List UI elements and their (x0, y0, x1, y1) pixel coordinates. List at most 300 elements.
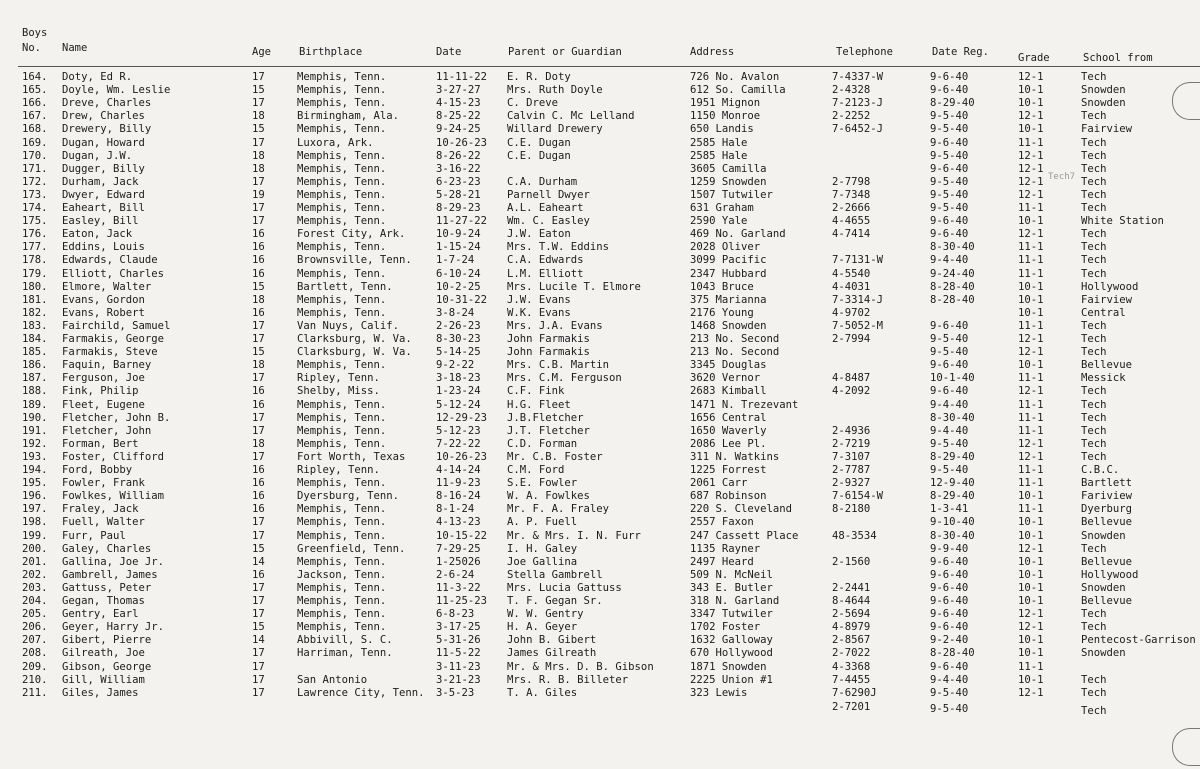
age: 17 (252, 450, 265, 463)
student-name: Elliott, Charles (62, 267, 165, 280)
school-from: Bellevue (1081, 555, 1133, 568)
address: 1650 Waverly (690, 424, 767, 437)
header-birthplace: Birthplace (299, 46, 363, 58)
table-row (0, 503, 1200, 516)
birthplace: Lawrence City, Tenn. (297, 686, 425, 699)
telephone: 2-4328 (832, 84, 871, 97)
telephone: 7-6452-J (832, 123, 884, 136)
grade: 10-1 (1018, 215, 1044, 228)
parent-guardian: I. H. Galey (507, 542, 578, 555)
row-number: 210. (22, 673, 48, 686)
parent-guardian: Mr. F. A. Fraley (507, 503, 610, 516)
birth-date: 3-18-23 (436, 372, 481, 385)
school-from: C.B.C. (1081, 464, 1120, 476)
age: 16 (252, 464, 265, 476)
birthplace: Memphis, Tenn. (297, 202, 387, 214)
parent-guardian: Mrs. Lucia Gattuss (507, 581, 622, 594)
date-registered: 9-5-40 (930, 686, 969, 699)
school-from: Tech (1081, 162, 1107, 175)
grade: 12-1 (1018, 188, 1044, 201)
date-reg-211-second: 9-5-40 (930, 703, 969, 715)
parent-guardian: J.W. Eaton (507, 228, 571, 241)
table-row (0, 412, 1200, 425)
date-registered: 9-5-40 (930, 464, 969, 476)
parent-guardian: Mrs. R. B. Billeter (507, 673, 629, 686)
student-name: Farmakis, George (62, 333, 165, 345)
table-row (0, 189, 1200, 202)
telephone: 2-4936 (832, 424, 871, 437)
row-number: 175. (22, 215, 48, 228)
date-registered: 9-6-40 (930, 136, 969, 149)
telephone: 4-7414 (832, 228, 871, 241)
school-from: Messick (1081, 372, 1126, 385)
age: 17 (252, 202, 265, 214)
birth-date: 5-12-23 (436, 424, 481, 437)
school-from: Tech (1081, 175, 1107, 188)
row-number: 185. (22, 346, 48, 359)
address: 509 N. McNeil (690, 568, 773, 581)
row-number: 181. (22, 293, 48, 306)
school-from: Fairview (1081, 293, 1133, 306)
telephone: 2-5694 (832, 608, 871, 621)
birthplace: Greenfield, Tenn. (297, 542, 406, 555)
date-registered: 9-5-40 (930, 123, 969, 136)
row-number: 176. (22, 228, 48, 241)
telephone: 2-7798 (832, 175, 871, 188)
parent-guardian: C.A. Edwards (507, 254, 584, 267)
birthplace: Brownsville, Tenn. (297, 254, 412, 267)
birthplace: Memphis, Tenn. (297, 306, 387, 319)
address: 1468 Snowden (690, 319, 767, 332)
student-name: Drewery, Billy (62, 123, 152, 136)
birthplace: Memphis, Tenn. (297, 71, 387, 83)
address: 1702 Foster (690, 621, 761, 634)
date-registered: 9-24-40 (930, 267, 975, 280)
grade: 11-1 (1018, 424, 1044, 437)
grade: 12-1 (1018, 346, 1044, 359)
row-number: 209. (22, 660, 48, 673)
age: 17 (252, 319, 265, 332)
grade: 12-1 (1018, 149, 1044, 162)
birth-date: 4-14-24 (436, 464, 481, 476)
school-from: Tech (1081, 542, 1107, 555)
row-number: 172. (22, 175, 48, 188)
address: 1259 Snowden (690, 175, 767, 188)
birthplace: Memphis, Tenn. (297, 293, 387, 306)
table-row (0, 634, 1200, 647)
student-name: Gegan, Thomas (62, 595, 145, 607)
table-row (0, 595, 1200, 608)
table-row (0, 399, 1200, 412)
grade: 11-1 (1018, 254, 1044, 267)
row-number: 182. (22, 306, 48, 319)
row-number: 203. (22, 581, 48, 594)
birthplace: Memphis, Tenn. (297, 424, 387, 437)
birthplace: Ripley, Tenn. (297, 464, 380, 476)
student-name: Fletcher, John (62, 424, 152, 437)
student-name: Gibert, Pierre (62, 634, 152, 647)
student-name: Gambrell, James (62, 568, 158, 581)
school-from: Pentecost-Garrison (1081, 634, 1196, 647)
address: 2497 Heard (690, 555, 754, 568)
birthplace: Memphis, Tenn. (297, 398, 387, 411)
parent-guardian: James Gilreath (507, 647, 597, 660)
grade: 10-1 (1018, 529, 1044, 542)
telephone: 7-3107 (832, 450, 871, 463)
parent-guardian: C.F. Fink (507, 385, 565, 398)
grade: 10-1 (1018, 568, 1044, 581)
grade: 12-1 (1018, 333, 1044, 345)
birthplace: Memphis, Tenn. (297, 359, 387, 372)
parent-guardian: T. A. Giles (507, 686, 578, 699)
telephone: 7-7131-W (832, 254, 884, 267)
row-number: 173. (22, 188, 48, 201)
age: 18 (252, 110, 265, 123)
address: 2557 Faxon (690, 516, 754, 529)
birthplace: Memphis, Tenn. (297, 215, 387, 228)
age: 16 (252, 490, 265, 503)
address: 469 No. Garland (690, 228, 786, 241)
birthplace: Memphis, Tenn. (297, 162, 387, 175)
date-registered: 9-10-40 (930, 516, 975, 529)
school-from: Tech (1081, 437, 1107, 450)
table-row (0, 320, 1200, 333)
telephone: 2-7022 (832, 647, 871, 660)
date-registered: 8-28-40 (930, 280, 975, 293)
row-number: 166. (22, 97, 48, 110)
table-row (0, 333, 1200, 346)
date-registered: 9-5-40 (930, 149, 969, 162)
address: 213 No. Second (690, 346, 780, 359)
birth-date: 4-13-23 (436, 516, 481, 529)
row-number: 180. (22, 280, 48, 293)
age: 17 (252, 411, 265, 424)
birth-date: 6-8-23 (436, 608, 475, 621)
date-registered: 9-6-40 (930, 215, 969, 228)
birth-date: 3-16-22 (436, 162, 481, 175)
age: 16 (252, 254, 265, 267)
birth-date: 10-9-24 (436, 228, 481, 241)
parent-guardian: C.E. Dugan (507, 136, 571, 149)
telephone: 7-4455 (832, 673, 871, 686)
grade: 11-1 (1018, 398, 1044, 411)
age: 17 (252, 97, 265, 110)
birth-date: 8-16-24 (436, 490, 481, 503)
parent-guardian: Mr. C.B. Foster (507, 450, 603, 463)
age: 17 (252, 372, 265, 385)
table-row (0, 137, 1200, 150)
age: 16 (252, 267, 265, 280)
student-name: Fleet, Eugene (62, 398, 145, 411)
address: 213 No. Second (690, 333, 780, 345)
date-registered: 9-5-40 (930, 188, 969, 201)
telephone: 2-2441 (832, 581, 871, 594)
header-school-from: School from (1083, 52, 1153, 64)
header-date: Date (436, 46, 462, 58)
school-from: Tech (1081, 149, 1107, 162)
birth-date: 11-3-22 (436, 581, 481, 594)
age: 17 (252, 175, 265, 188)
row-number: 169. (22, 136, 48, 149)
parent-guardian: S.E. Fowler (507, 477, 578, 490)
address: 1507 Tutwiler (690, 188, 773, 201)
birth-date: 1-15-24 (436, 241, 481, 254)
address: 1656 Central (690, 411, 767, 424)
school-from: Tech (1081, 136, 1107, 149)
telephone: 4-8979 (832, 621, 871, 634)
birthplace: Memphis, Tenn. (297, 149, 387, 162)
parent-guardian: W. W. Gentry (507, 608, 584, 621)
address: 1471 N. Trezevant (690, 398, 799, 411)
date-registered: 9-5-40 (930, 110, 969, 123)
birth-date: 9-2-22 (436, 359, 475, 372)
grade: 12-1 (1018, 385, 1044, 398)
age: 15 (252, 84, 265, 97)
school-from: Snowden (1081, 647, 1126, 660)
birthplace: Memphis, Tenn. (297, 529, 387, 542)
school-from: Fairview (1081, 123, 1133, 136)
parent-guardian: J.B.Fletcher (507, 411, 584, 424)
birth-date: 7-29-25 (436, 542, 481, 555)
grade: 12-1 (1018, 228, 1044, 241)
age: 16 (252, 398, 265, 411)
table-row (0, 674, 1200, 687)
telephone: 4-3368 (832, 660, 871, 673)
grade: 12-1 (1018, 71, 1044, 83)
student-name: Fuell, Walter (62, 516, 145, 529)
student-name: Gallina, Joe Jr. (62, 555, 165, 568)
age: 17 (252, 608, 265, 621)
row-number: 189. (22, 398, 48, 411)
birth-date: 8-29-23 (436, 202, 481, 214)
telephone: 4-4655 (832, 215, 871, 228)
table-row (0, 608, 1200, 621)
row-number: 167. (22, 110, 48, 123)
parent-guardian: Mrs. Ruth Doyle (507, 84, 603, 97)
address: 1043 Bruce (690, 280, 754, 293)
header-age: Age (252, 46, 271, 58)
address: 2225 Union #1 (690, 673, 773, 686)
grade: 11-1 (1018, 660, 1044, 673)
telephone: 2-7787 (832, 464, 871, 476)
table-row (0, 621, 1200, 634)
student-name: Giles, James (62, 686, 139, 699)
row-number: 165. (22, 84, 48, 97)
parent-guardian: John B. Gibert (507, 634, 597, 647)
table-row (0, 241, 1200, 254)
table-row (0, 477, 1200, 490)
grade: 10-1 (1018, 516, 1044, 529)
school-from: Tech (1081, 621, 1107, 634)
parent-guardian: Mrs. Lucile T. Elmore (507, 280, 641, 293)
student-name: Faquin, Barney (62, 359, 152, 372)
table-row (0, 163, 1200, 176)
age: 17 (252, 595, 265, 607)
school-211-second: Tech (1081, 705, 1107, 717)
birthplace: Shelby, Miss. (297, 385, 380, 398)
telephone: 7-5052-M (832, 319, 884, 332)
student-name: Eddins, Louis (62, 241, 145, 254)
parent-guardian: Mrs. C.B. Martin (507, 359, 610, 372)
date-registered: 9-5-40 (930, 437, 969, 450)
birthplace: Luxora, Ark. (297, 136, 374, 149)
school-from: Tech (1081, 450, 1107, 463)
table-row (0, 582, 1200, 595)
date-registered: 9-6-40 (930, 319, 969, 332)
telephone: 7-7348 (832, 188, 871, 201)
parent-guardian: H. A. Geyer (507, 621, 578, 634)
school-from: Tech (1081, 254, 1107, 267)
birthplace: Memphis, Tenn. (297, 175, 387, 188)
age: 15 (252, 123, 265, 136)
parent-guardian: John Farmakis (507, 333, 590, 345)
date-registered: 9-5-40 (930, 346, 969, 359)
date-registered: 8-30-40 (930, 529, 975, 542)
grade: 11-1 (1018, 241, 1044, 254)
student-name: Edwards, Claude (62, 254, 158, 267)
address: 343 E. Butler (690, 581, 773, 594)
address: 323 Lewis (690, 686, 748, 699)
school-from: Tech (1081, 686, 1107, 699)
birth-date: 10-26-23 (436, 136, 488, 149)
parent-guardian: A.L. Eaheart (507, 202, 584, 214)
address: 3605 Camilla (690, 162, 767, 175)
telephone: 2-2252 (832, 110, 871, 123)
parent-guardian: J.W. Evans (507, 293, 571, 306)
address: 1135 Rayner (690, 542, 761, 555)
birthplace: Memphis, Tenn. (297, 188, 387, 201)
student-name: Geyer, Harry Jr. (62, 621, 165, 634)
date-registered: 9-6-40 (930, 581, 969, 594)
table-row (0, 661, 1200, 674)
grade: 12-1 (1018, 437, 1044, 450)
birthplace: Memphis, Tenn. (297, 477, 387, 490)
table-row (0, 425, 1200, 438)
school-from: Central (1081, 306, 1126, 319)
school-from: Tech (1081, 411, 1107, 424)
parent-guardian: Mrs. C.M. Ferguson (507, 372, 622, 385)
birth-date: 11-27-22 (436, 215, 488, 228)
grade: 12-1 (1018, 110, 1044, 123)
grade: 10-1 (1018, 490, 1044, 503)
grade: 10-1 (1018, 280, 1044, 293)
age: 17 (252, 647, 265, 660)
birthplace: Memphis, Tenn. (297, 241, 387, 254)
address: 2086 Lee Pl. (690, 437, 767, 450)
header-boys: Boys (22, 27, 48, 39)
row-number: 188. (22, 385, 48, 398)
birth-date: 6-23-23 (436, 175, 481, 188)
birthplace: Fort Worth, Texas (297, 450, 406, 463)
birthplace: Dyersburg, Tenn. (297, 490, 400, 503)
row-number: 195. (22, 477, 48, 490)
binder-hole-top (1172, 82, 1200, 120)
student-name: Elmore, Walter (62, 280, 152, 293)
table-row (0, 556, 1200, 569)
school-from: Tech (1081, 267, 1107, 280)
address: 612 So. Camilla (690, 84, 786, 97)
date-registered: 9-6-40 (930, 71, 969, 83)
table-row (0, 268, 1200, 281)
row-number: 200. (22, 542, 48, 555)
birthplace: Ripley, Tenn. (297, 372, 380, 385)
row-number: 194. (22, 464, 48, 476)
student-name: Gibson, George (62, 660, 152, 673)
date-registered: 9-6-40 (930, 162, 969, 175)
age: 17 (252, 660, 265, 673)
school-from: Hollywood (1081, 280, 1139, 293)
parent-guardian: John Farmakis (507, 346, 590, 359)
telephone: 4-4031 (832, 280, 871, 293)
student-name: Dreve, Charles (62, 97, 152, 110)
school-from: Tech (1081, 319, 1107, 332)
birthplace: Van Nuys, Calif. (297, 319, 400, 332)
address: 3099 Pacific (690, 254, 767, 267)
age: 17 (252, 516, 265, 529)
age: 17 (252, 71, 265, 83)
row-number: 211. (22, 686, 48, 699)
student-name: Doty, Ed R. (62, 71, 133, 83)
parent-guardian: A. P. Fuell (507, 516, 578, 529)
student-name: Fink, Philip (62, 385, 139, 398)
date-registered: 9-6-40 (930, 359, 969, 372)
birthplace: Memphis, Tenn. (297, 437, 387, 450)
school-from: Tech (1081, 202, 1107, 214)
student-name: Evans, Robert (62, 306, 145, 319)
parent-guardian: Mrs. J.A. Evans (507, 319, 603, 332)
address: 687 Robinson (690, 490, 767, 503)
parent-guardian: C.A. Durham (507, 175, 578, 188)
parent-guardian: Parnell Dwyer (507, 188, 590, 201)
age: 18 (252, 149, 265, 162)
date-registered: 8-28-40 (930, 293, 975, 306)
date-registered: 8-30-40 (930, 241, 975, 254)
student-name: Fowler, Frank (62, 477, 145, 490)
age: 15 (252, 346, 265, 359)
telephone-211-second: 2-7201 (832, 701, 871, 713)
age: 17 (252, 529, 265, 542)
birthplace: Memphis, Tenn. (297, 123, 387, 136)
age: 18 (252, 437, 265, 450)
birth-date: 6-10-24 (436, 267, 481, 280)
school-from: Tech (1081, 385, 1107, 398)
row-number: 168. (22, 123, 48, 136)
birthplace: Memphis, Tenn. (297, 621, 387, 634)
grade: 10-1 (1018, 359, 1044, 372)
student-name: Gilreath, Joe (62, 647, 145, 660)
parent-guardian: Stella Gambrell (507, 568, 603, 581)
date-registered: 9-6-40 (930, 84, 969, 97)
date-registered: 8-28-40 (930, 647, 975, 660)
birthplace: Memphis, Tenn. (297, 581, 387, 594)
header-date-reg: Date Reg. (932, 46, 989, 58)
telephone: 7-6290J (832, 686, 877, 699)
header-no: No. (22, 42, 41, 54)
telephone: 2-8567 (832, 634, 871, 647)
grade: 11-1 (1018, 136, 1044, 149)
birth-date: 5-14-25 (436, 346, 481, 359)
birthplace: San Antonio (297, 673, 368, 686)
row-number: 178. (22, 254, 48, 267)
row-number: 207. (22, 634, 48, 647)
table-row (0, 346, 1200, 359)
student-name: Fletcher, John B. (62, 411, 171, 424)
birthplace: Abbivill, S. C. (297, 634, 393, 647)
student-name: Eaheart, Bill (62, 202, 145, 214)
parent-guardian: W.K. Evans (507, 306, 571, 319)
date-registered: 10-1-40 (930, 372, 975, 385)
student-name: Ferguson, Joe (62, 372, 145, 385)
